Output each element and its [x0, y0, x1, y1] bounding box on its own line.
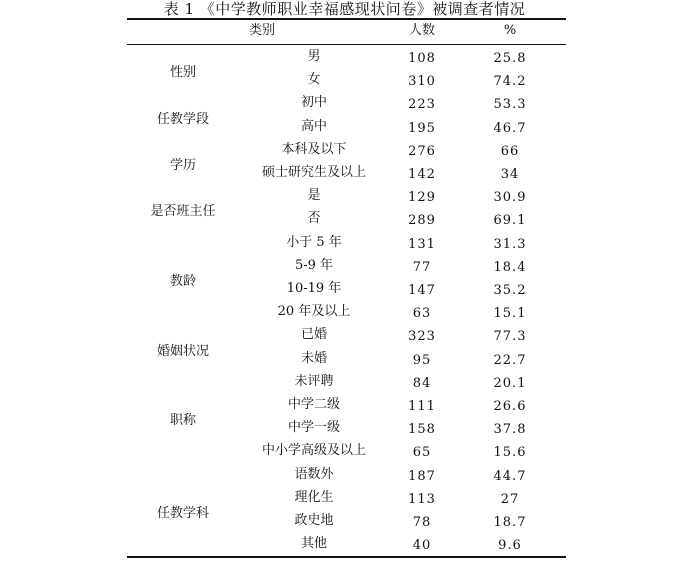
row-label: 理化生	[294, 489, 334, 505]
row-percent: 22.7	[493, 352, 527, 368]
group-label: 任教学科	[156, 506, 209, 521]
row-label: 语数外	[294, 466, 334, 482]
row-count: 310	[408, 74, 436, 90]
row-percent: 53.3	[493, 97, 527, 113]
row-count: 108	[408, 51, 436, 66]
row-label: 未婚	[300, 350, 327, 366]
row-label: 小于 5 年	[286, 234, 342, 250]
row-percent: 69.1	[493, 213, 527, 229]
row-count: 289	[408, 213, 436, 229]
row-label: 未评聘	[294, 373, 334, 389]
row-count: 323	[408, 329, 436, 345]
row-percent: 18.4	[493, 259, 527, 275]
row-label: 本科及以下	[281, 141, 347, 157]
group-label: 婚姻状况	[156, 343, 209, 359]
group-label: 教龄	[169, 274, 196, 289]
row-percent: 44.7	[493, 468, 527, 484]
row-count: 142	[408, 167, 436, 182]
group-label: 任教学段	[156, 111, 209, 127]
row-percent: 15.1	[493, 306, 527, 322]
row-percent: 15.6	[493, 445, 527, 461]
row-percent: 20.1	[493, 375, 527, 391]
row-count: 131	[408, 236, 436, 252]
row-label: 20 年及以上	[277, 304, 351, 320]
table-caption: 表 1 《中学教师职业幸福感现状问卷》被调查者情况	[163, 0, 526, 18]
table-bottom-rule	[127, 556, 566, 558]
group-label: 性别	[169, 65, 196, 81]
row-label: 硕士研究生及以上	[261, 165, 366, 180]
row-label: 政史地	[294, 513, 334, 528]
row-label: 男	[307, 49, 321, 64]
row-percent: 37.8	[493, 422, 527, 438]
row-percent: 27	[500, 491, 520, 507]
row-count: 95	[412, 352, 432, 368]
row-count: 187	[408, 468, 436, 484]
row-percent: 46.7	[493, 120, 527, 136]
row-label: 是	[307, 188, 321, 204]
row-label: 5-9 年	[294, 257, 334, 273]
header-category: 类别	[248, 23, 275, 38]
row-count: 84	[412, 375, 432, 391]
row-count: 195	[408, 120, 436, 136]
row-percent: 26.6	[493, 399, 527, 414]
row-count: 129	[408, 190, 436, 206]
row-label: 中学一级	[287, 420, 340, 436]
header-count: 人数	[408, 23, 435, 38]
row-label: 中学二级	[287, 397, 340, 412]
row-percent: 25.8	[493, 51, 527, 66]
row-label: 已婚	[300, 327, 327, 343]
row-percent: 77.3	[493, 329, 527, 345]
row-label: 中小学高级及以上	[261, 443, 366, 459]
group-label: 学历	[169, 158, 196, 173]
row-count: 63	[412, 306, 432, 322]
row-count: 113	[408, 491, 436, 507]
table-top-rule	[127, 18, 566, 20]
row-label: 其他	[300, 536, 327, 552]
row-percent: 35.2	[493, 283, 527, 298]
row-label: 女	[307, 72, 321, 88]
row-count: 276	[408, 143, 436, 159]
row-label: 否	[307, 211, 321, 227]
row-count: 65	[412, 445, 432, 461]
row-percent: 18.7	[493, 515, 527, 530]
group-label: 是否班主任	[150, 204, 216, 220]
row-percent: 34	[500, 167, 520, 182]
row-count: 40	[412, 538, 432, 554]
header-percent: %	[503, 23, 517, 38]
row-count: 78	[412, 515, 432, 530]
table-header-rule	[127, 44, 566, 45]
row-count: 111	[408, 399, 436, 414]
row-count: 147	[408, 283, 436, 298]
row-label: 高中	[300, 118, 327, 134]
row-percent: 66	[500, 143, 520, 159]
row-percent: 30.9	[493, 190, 527, 206]
row-label: 10-19 年	[286, 281, 342, 296]
row-percent: 9.6	[498, 538, 522, 554]
row-count: 223	[408, 97, 436, 113]
row-label: 初中	[300, 95, 327, 111]
row-percent: 31.3	[493, 236, 527, 252]
row-count: 158	[408, 422, 436, 438]
row-percent: 74.2	[493, 74, 527, 90]
row-count: 77	[412, 259, 432, 275]
group-label: 职称	[169, 413, 196, 429]
